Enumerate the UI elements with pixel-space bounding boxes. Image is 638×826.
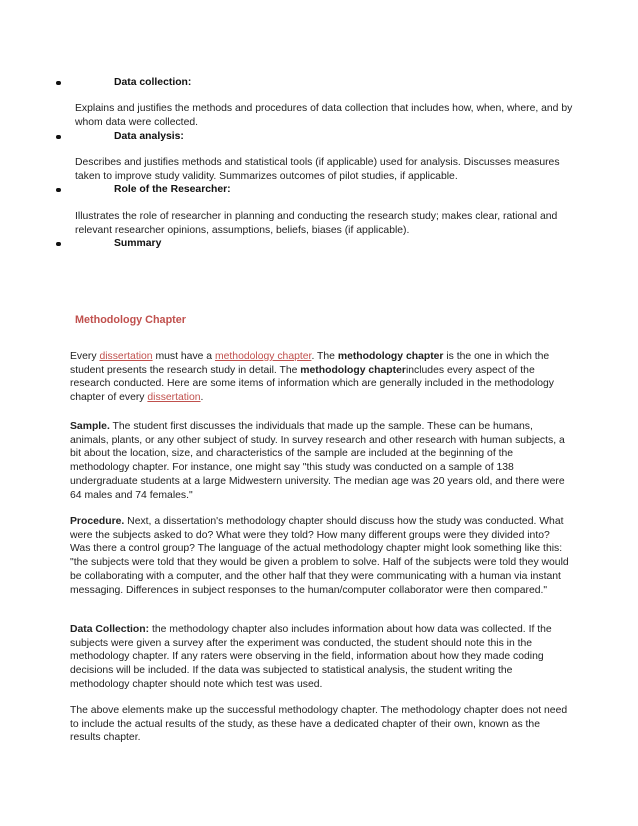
dissertation-link[interactable]: dissertation (147, 392, 201, 404)
bullet-icon (56, 135, 61, 140)
outline-description: Explains and justifies the methods and procedures of data collection that includes how, when, where, and by whom data were collected. (75, 103, 573, 128)
sample-paragraph (70, 420, 573, 502)
data-collection-paragraph (70, 623, 573, 692)
outline-description: Describes and justifies methods and statistical tools (if applicable) used for analysis. Discusses measures taken to improve study validity. Summarizes outcomes of pilot studies, if applicable. (75, 157, 560, 182)
intro-bold-term: methodology chapter (337, 351, 444, 362)
data-collection-lead: Data Collection: (70, 624, 150, 635)
intro-text: . (200, 392, 204, 404)
intro-paragraph (70, 350, 573, 405)
intro-text: must have a (152, 351, 215, 362)
outline-title: Summary (114, 238, 162, 249)
outline-title: Data collection: (114, 77, 192, 88)
outline-description: Illustrates the role of researcher in planning and conducting the research study; makes clear, rational and relevant researcher opinions, assumptions, beliefs, biases (if applicable). (75, 211, 558, 236)
outline-title: Data analysis: (114, 131, 184, 142)
data-collection-text: the methodology chapter also includes information about how data was collected. If the subjects were given a survey after the experiment was conducted, the student should note this in the methodology chapter. If any raters were observing in the field, information about how they made coding decisions will be included. If the data was subjected to statistical analysis, the student writing the methodology chapter should note which test was used. (70, 624, 552, 690)
intro-text: is the one in which the student presents the research study in detail. The (70, 351, 550, 376)
methodology-chapter-link[interactable]: methodology chapter (214, 351, 312, 362)
dissertation-link[interactable]: dissertation (99, 351, 153, 362)
closing-paragraph: The above elements make up the successful methodology chapter. The methodology chapter does not need to include the actual results of the study, as these have a dedicated chapter of their own, known as the results chapter. (70, 705, 568, 744)
sample-lead: Sample. (70, 421, 110, 432)
intro-text: . The (311, 351, 338, 362)
procedure-text: Next, a dissertation's methodology chapter should discuss how the study was conducted. What were the subjects asked to do? What were they told? How many different groups were they divided into? Was there a control group? The language of the actual methodology chapter might look something like this: "the subjects were told that they would be given a problem to solve. Half of the subjects were told they would be collaborating with a computer, and the other half that they were communicating with a human via instant messaging. Differences in subject responses to the human/computer collaborator were then compared." (70, 516, 569, 596)
procedure-lead: Procedure. (70, 516, 125, 527)
bullet-icon (56, 242, 61, 247)
bullet-icon (56, 188, 61, 193)
sample-text: The student first discusses the individuals that made up the sample. These can be humans, animals, plants, or any other subject of study. In survey research and other research with human subjects, a bit about the location, size, and characteristics of the sample are included at the beginning of the methodology chapter. For instance, one might say "this study was conducted on a sample of 138 undergraduate students at a large Midwestern university. The median age was 20 years old, and there were 64 males and 74 females." (70, 421, 565, 501)
section-heading: Methodology Chapter (75, 314, 186, 326)
intro-bold-term: methodology chapter (300, 364, 406, 376)
intro-text: Every (70, 351, 100, 362)
intro-text: includes every aspect of the research conducted. Here are some items of information which are generally included in the methodology chapter of every (70, 364, 555, 404)
outline-title: Role of the Researcher: (114, 184, 231, 195)
bullet-icon (56, 81, 61, 86)
procedure-paragraph (70, 515, 573, 597)
